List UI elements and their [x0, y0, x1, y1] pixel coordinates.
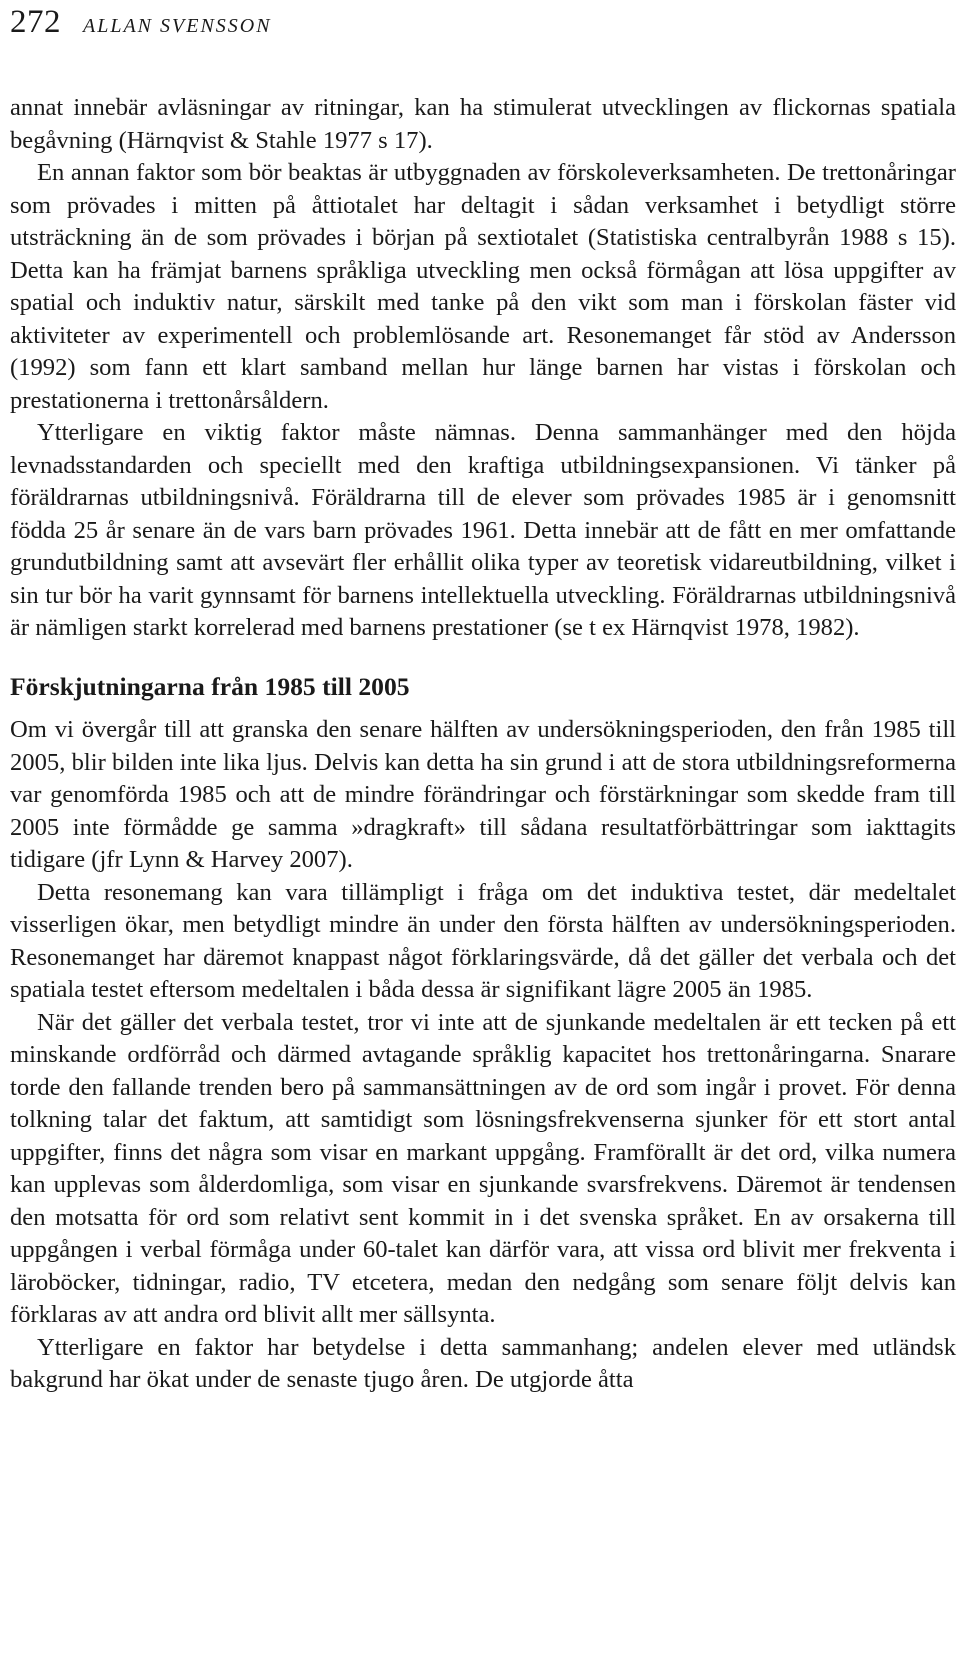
running-title: ALLAN SVENSSON	[83, 15, 272, 37]
paragraph-parents-education: Ytterligare en viktig faktor måste nämnas. Denna sammanhänger med den höjda levnadsstandarden och speciellt med den kraftiga utbildningsexpansionen. Vi tänker på föräldrarnas utbildningsnivå. Föräldrarna till de elever som prövades 1985 är i genomsnitt födda 25 år senare än de vars barn prövades 1961. Detta innebär att de fått en mer omfattande grundutbildning samt att avsevärt fler erhållit olika typer av teoretisk vidareutbildning, vilket i sin tur bör ha varit gynnsamt för barnens intellektuella utveckling. Föräldrarnas utbildningsnivå är nämligen starkt korrelerad med barnens prestationer (se t ex Härnqvist 1978, 1982).	[10, 419, 956, 641]
paragraph-preschool: En annan faktor som bör beaktas är utbyggnaden av förskoleverksamheten. De trettonåringar som prövades i mitten på åttiotalet har deltagit i sådan verksamhet i betydligt större utsträckning än de som prövades i början på sextiotalet (Statistiska centralbyrån 1988 s 15). Detta kan ha främjat barnens språkliga utveckling men också förmågan att lösa uppgifter av spatial och induktiv natur, särskilt med tanke på den vikt som man i förskolan fäster vid aktiviteter av experimentell och problemlösande art. Resonemanget får stöd av Andersson (1992) som fann ett klart samband mellan hur länge barnen har vistas i förskolan och prestationerna i trettonårsåldern.	[10, 159, 956, 414]
paragraph-foreign-background: Ytterligare en faktor har betydelse i detta sammanhang; andelen elever med utländsk bakgrund har ökat under de senaste tjugo åren. De utgjorde åtta	[10, 1333, 956, 1393]
paragraph-verbal-test: När det gäller det verbala testet, tror vi inte att de sjunkande medeltalen är ett tecken på ett minskande ordförråd och därmed avtagande språklig kapacitet hos trettonåringarna. Snarare torde den fallande trenden bero på sammansättningen av de ord som ingår i provet. För denna tolkning talar det faktum, att samtidigt som lösningsfrekvenserna sjunker för ett stort antal uppgifter, finns det några som visar en markant uppgång. Framförallt är det ord, vilka numera kan upplevas som ålderdomliga, som visar en sjunkande svarsfrekvens. Däremot är tendensen den motsatta för ord som relativt sent kommit in i det svenska språket. En av orsakerna till uppgången i verbal förmåga under 60-talet kan därför vara, att vissa ord blivit mer frekventa i läroböcker, tidningar, radio, TV etcetera, medan den nedgång som senare följt delvis kan förklaras av att andra ord blivit allt mer sällsynta.	[10, 1008, 956, 1328]
paragraph-inductive-test: Detta resonemang kan vara tillämpligt i fråga om det induktiva testet, där medeltalet visserligen ökar, men betydligt mindre än under den första hälften av undersökningsperioden. Resonemanget har däremot knappast något förklaringsvärde, då det gäller det verbala och det spatiala testet eftersom medeltalen i båda dessa är signifikant lägre 2005 än 1985.	[10, 878, 956, 1003]
paragraph-second-half: Om vi övergår till att granska den senare hälften av undersökningsperioden, den från 1985 till 2005, blir bilden inte lika ljus. Delvis kan detta ha sin grund i att de stora utbildningsreformerna var genomförda 1985 och att de mindre förändringar och förstärkningar som skedde fram till 2005 inte förmådde ge samma »dragkraft» till sådana resultatförbättringar som iakttagits tidigare (jfr Lynn & Harvey 2007).	[10, 716, 956, 873]
paragraph-continued: annat innebär avläsningar av ritningar, kan ha stimulerat utvecklingen av flickornas spatiala begåvning (Härnqvist & Stahle 1977 s 17).	[10, 94, 956, 154]
section-heading: Förskjutningarna från 1985 till 2005	[10, 671, 410, 701]
book-page	[10, 0, 956, 1397]
body-text	[10, 92, 956, 1397]
page-number: 272	[10, 4, 61, 40]
running-head	[10, 0, 956, 48]
